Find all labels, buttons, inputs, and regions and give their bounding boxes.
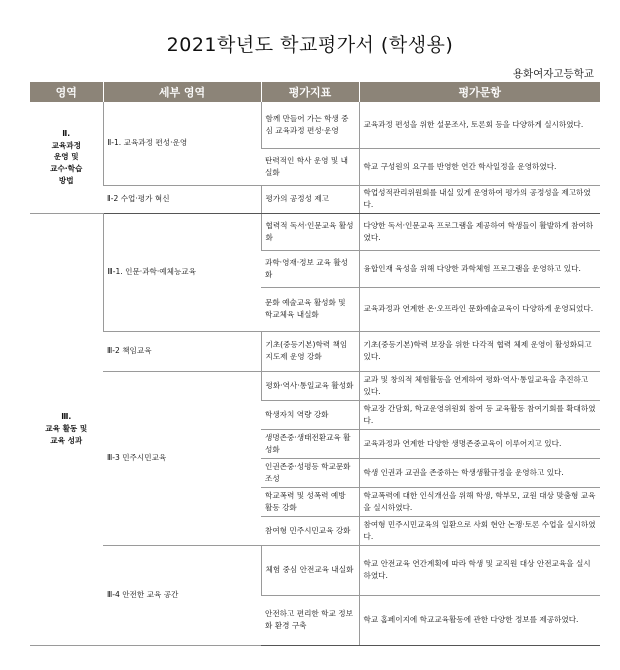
subarea-cell: Ⅱ-1. 교육과정 편성·운영 (103, 102, 261, 185)
question-cell: 참여형 민주시민교육의 일환으로 사회 현안 논쟁·토론 수업을 실시하였다. (359, 516, 600, 545)
indicator-cell: 인권존중·성평등 학교문화 조성 (261, 458, 359, 487)
header-question: 평가문항 (359, 82, 600, 102)
indicator-cell: 문화 예술교육 활성화 및 학교체육 내실화 (261, 287, 359, 331)
question-cell: 학교 안전교육 연간계획에 따라 학생 및 교직원 대상 안전교육을 실시하였다. (359, 545, 600, 595)
indicator-cell: 탄력적인 학사 운영 및 내실화 (261, 148, 359, 185)
subarea-cell: Ⅲ-1. 인문·과학·예체능교육 (103, 213, 261, 331)
indicator-cell: 참여형 민주시민교육 강화 (261, 516, 359, 545)
question-cell: 기초(중등기본)학력 보장을 위한 다각적 협력 체제 운영이 활성화되고 있다. (359, 331, 600, 371)
question-cell: 학교폭력에 대한 인식개선을 위해 학생, 학부모, 교원 대상 맞춤형 교육을 실시하였다. (359, 487, 600, 516)
indicator-cell: 생명존중·생태전환교육 활성화 (261, 429, 359, 458)
area-line: 방법 (58, 175, 74, 185)
area-line: Ⅲ. (61, 412, 72, 422)
indicator-cell: 함께 만들어 가는 학생 중심 교육과정 편성·운영 (261, 102, 359, 148)
subarea-cell: Ⅲ-2 책임교육 (103, 331, 261, 371)
indicator-cell: 평화·역사·통일교육 활성화 (261, 371, 359, 400)
area-line: Ⅱ. (62, 128, 71, 138)
question-cell: 학생 인권과 교권을 존중하는 학생생활규정을 운영하고 있다. (359, 458, 600, 487)
area-line: 운영 및 (53, 152, 79, 162)
table-row (30, 371, 600, 400)
indicator-cell: 학교폭력 및 성폭력 예방 활동 강화 (261, 487, 359, 516)
table-header-row (30, 82, 600, 102)
question-cell: 다양한 독서·인문교육 프로그램을 제공하여 학생들이 활발하게 참여하였다. (359, 213, 600, 250)
question-cell: 학업성적관리위원회를 내실 있게 운영하여 평가의 공정성을 제고하였다. (359, 185, 600, 213)
area-line: 교수·학습 (50, 164, 83, 174)
question-cell: 교육과정과 연계한 다양한 생명존중교육이 이루어지고 있다. (359, 429, 600, 458)
table-row (30, 102, 600, 148)
document-title: 2021학년도 학교평가서 (학생용) (166, 34, 454, 56)
indicator-cell: 과학·영재·정보 교육 활성화 (261, 250, 359, 287)
evaluation-table (30, 82, 600, 646)
question-cell: 학교 홈페이지에 학교교육활동에 관한 다양한 정보를 제공하였다. (359, 595, 600, 645)
header-subarea: 세부 영역 (103, 82, 261, 102)
area-line: 교육 성과 (50, 435, 83, 445)
header-indicator: 평가지표 (261, 82, 359, 102)
area-line: 교육과정 (51, 140, 81, 150)
area-cell-2 (30, 102, 103, 213)
question-cell: 학교장 간담회, 학교운영위원회 참여 등 교육활동 참여기회를 확대하였다. (359, 400, 600, 429)
question-cell: 교육과정과 연계한 온·오프라인 문화예술교육이 다양하게 운영되었다. (359, 287, 600, 331)
table-row (30, 545, 600, 595)
area-cell-3 (30, 213, 103, 645)
question-cell: 융합인재 육성을 위해 다양한 과학체험 프로그램을 운영하고 있다. (359, 250, 600, 287)
question-cell: 교육과정 편성을 위한 설문조사, 토론회 등을 다양하게 실시하였다. (359, 102, 600, 148)
header-area: 영역 (30, 82, 103, 102)
indicator-cell: 평가의 공정성 제고 (261, 185, 359, 213)
question-cell: 교과 및 창의적 체험활동을 연계하여 평화·역사·통일교육을 추진하고 있다. (359, 371, 600, 400)
indicator-cell: 학생자치 역량 강화 (261, 400, 359, 429)
indicator-cell: 기초(중등기본)학력 책임지도제 운영 강화 (261, 331, 359, 371)
question-cell: 학교 구성원의 요구를 반영한 연간 학사일정을 운영하였다. (359, 148, 600, 185)
area-line: 교육 활동 및 (45, 424, 88, 434)
subarea-cell: Ⅲ-4 안전한 교육 공간 (103, 545, 261, 645)
indicator-cell: 협력적 독서·인문교육 활성화 (261, 213, 359, 250)
indicator-cell: 체험 중심 안전교육 내실화 (261, 545, 359, 595)
indicator-cell: 안전하고 편리한 학교 정보화 환경 구축 (261, 595, 359, 645)
table-row (30, 213, 600, 250)
school-name: 용화여자고등학교 (512, 68, 594, 80)
subarea-cell: Ⅱ-2 수업·평가 혁신 (103, 185, 261, 213)
table-row (30, 185, 600, 213)
subarea-cell: Ⅲ-3 민주시민교육 (103, 371, 261, 545)
table-row (30, 331, 600, 371)
